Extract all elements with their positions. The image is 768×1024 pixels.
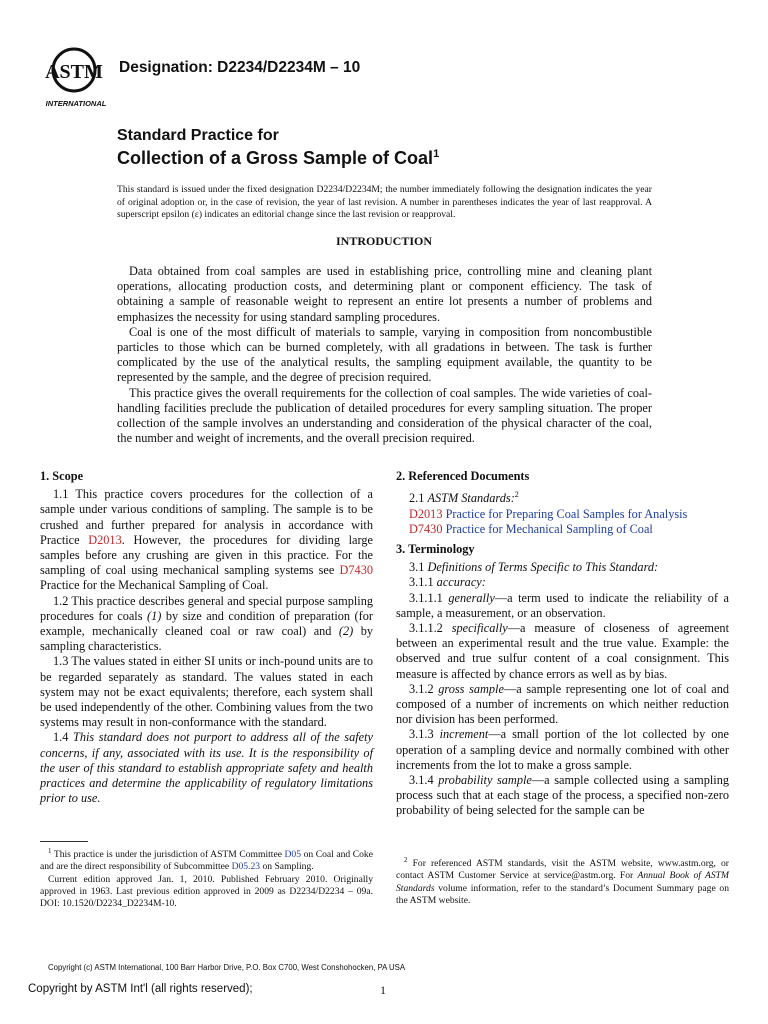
- reference-title[interactable]: Practice for Mechanical Sampling of Coal: [445, 521, 653, 536]
- title-footnote-marker[interactable]: 1: [433, 148, 440, 160]
- title-line-1: Standard Practice for: [117, 127, 279, 144]
- footnote-2-text: $^2$ For referenced ASTM standards, visit the ASTM website, www.astm.org, or contact ASTM Customer Service at service@astm.org. For Annual Book of ASTM Standards volume information, refer to the standard’s Document Summary page on the ASTM website.: [396, 856, 729, 906]
- scope-1-2: 1.2 This practice describes general and special purpose sampling procedures for coals (1) by size and condition of preparation (for example, mechanically cleaned coal or raw coal) and (2) by sampling characteristics.: [40, 593, 373, 654]
- page-number: 1: [380, 983, 386, 997]
- intro-paragraph: Coal is one of the most difficult of materials to sample, varying in composition from noncombustible particles to those which can be burned completely, with all gradations in between. The task is further complicated by the use of the analytical results, the sampling equipment available, the quantity to be represented by the sample, and the degree of precision required.: [117, 324, 652, 385]
- footnote-2: [396, 854, 729, 907]
- issue-note: This standard is issued under the fixed designation D2234/D2234M; the number immediately following the designation indicates the year of original adoption or, in the case of revision, the year of last revision. A number in parentheses indicates the year of last reapproval. A superscript epsilon (ε) indicates an editorial change since the last revision or reapproval.: [117, 184, 652, 221]
- term-3-1-3: 3.1.3 increment—a small portion of the lot collected by one operation of a sampling device and normally combined with other increments from the lot to make a gross sample.: [396, 727, 729, 772]
- intro-paragraph: Data obtained from coal samples are used in establishing price, controlling mine and cleaning plant operations, allocating production costs, and determining plant or component efficiency. The task of obtaining a sample of reasonable weight to represent an entire lot presents a number of problems and emphasizes the necessity for using standard sampling procedures.: [117, 264, 652, 324]
- logo-text: ASTM: [45, 61, 103, 83]
- introduction-body: [117, 264, 652, 446]
- reference-title[interactable]: Practice for Preparing Coal Samples for Analysis: [445, 506, 688, 521]
- astm-standards-label: 2.1 ASTM Standards:$^2$: [409, 490, 519, 506]
- term-3-1-1: 3.1.1 accuracy:: [409, 575, 486, 590]
- reference-code[interactable]: D7430: [409, 521, 443, 536]
- copyright-watermark: Copyright by ASTM Int'l (all rights reserved);: [28, 983, 253, 995]
- logo-subtext: INTERNATIONAL: [45, 99, 107, 108]
- term-3-1-2: 3.1.2 gross sample—a sample representing one lot of coal and composed of a number of increments on which neither reduction nor division has been performed.: [396, 681, 730, 727]
- ref-link-d2013[interactable]: D2013: [88, 532, 122, 547]
- astm-logo-graphic: [44, 40, 112, 112]
- term-3-1-1-1: 3.1.1.1 generally—a term used to indicate the reliability of a sample, a measurement, or an observation.: [396, 590, 729, 620]
- copyright-notice: Copyright (c) ASTM International, 100 Barr Harbor Drive, P.O. Box C700, West Conshohocken, PA USA: [48, 963, 406, 972]
- scope-1-4: 1.4 This standard does not purport to address all of the safety concerns, if any, associated with its use. It is the responsibility of the user of this standard to establish appropriate safety and health practices and determine the applicability of regulatory limitations prior to use.: [40, 730, 373, 806]
- left-column: [40, 469, 373, 806]
- term-3-1: 3.1 Definitions of Terms Specific to This Standard:: [409, 560, 659, 575]
- standard-title: [117, 127, 439, 167]
- footnote-marker[interactable]: 2: [514, 490, 519, 500]
- title-main: Collection of a Gross Sample of Coal: [117, 148, 434, 168]
- committee-link[interactable]: D05: [284, 849, 302, 861]
- referenced-documents-heading: 2. Referenced Documents: [396, 469, 530, 483]
- scope-heading: 1. Scope: [40, 469, 84, 483]
- reference-item: [396, 522, 729, 537]
- footnote-1-edition: Current edition approved Jan. 1, 2010. Published February 2010. Originally approved in 1963. Last previous edition approved in 2009 as D2234/D2234 – 09a. DOI: 10.1520/D2234_D2234M-10.: [40, 873, 373, 909]
- term-3-1-4: 3.1.4 probability sample—a sample collected using a sampling process such that at each stage of the process, a specified non-zero probability of being selected for the sample can be: [396, 772, 730, 818]
- footnote-rule: [40, 841, 88, 842]
- reference-item: [396, 507, 729, 522]
- astm-logo: [44, 40, 112, 112]
- footnote-1: [40, 841, 373, 910]
- designation: Designation: D2234/D2234M – 10: [119, 59, 361, 76]
- subcommittee-link[interactable]: D05.23: [231, 861, 261, 873]
- scope-1-3: 1.3 The values stated in either SI units or inch-pound units are to be regarded separately as standard. The values stated in each system may not be exact equivalents; therefore, each system shall be used independently of the other. Combining values from the two systems may result in non-conformance with the standard.: [40, 654, 373, 730]
- scope-1-1: 1.1 This practice covers procedures for the collection of a sample under various conditions of sampling. The sample is to be crushed and further prepared for analysis in accordance with Practice D2013. However, the procedures for dividing large samples before any crushing are given in this practice. For the sampling of coal using mechanical sampling systems see D7430 Practice for the Mechanical Sampling of Coal.: [40, 487, 373, 593]
- footnote-1-text: $^1$ This practice is under the jurisdiction of ASTM Committee D05 on Coal and Coke and are the direct responsibility of Subcommittee D05.23 on Sampling.: [40, 847, 373, 873]
- reference-code[interactable]: D2013: [409, 506, 443, 521]
- introduction-heading: INTRODUCTION: [335, 234, 432, 248]
- ref-link-d7430[interactable]: D7430: [339, 563, 373, 578]
- intro-paragraph: This practice gives the overall requirements for the collection of coal samples. The wide varieties of coal-handling facilities preclude the publication of detailed procedures for every sampling situation. The proper collection of the sample involves an understanding and consideration of the physical character of the coal, the number and weight of increments, and the overall precision required.: [117, 385, 652, 446]
- right-column: [396, 469, 729, 819]
- title-line-2: [117, 145, 439, 167]
- term-3-1-1-2: 3.1.1.2 specifically—a measure of closeness of agreement between an experimental result and the true value. Example: the observed and true sulfur content of a coal consignment. This measure is affected by chance errors as well as by bias.: [396, 620, 729, 681]
- terminology-heading: 3. Terminology: [396, 541, 475, 556]
